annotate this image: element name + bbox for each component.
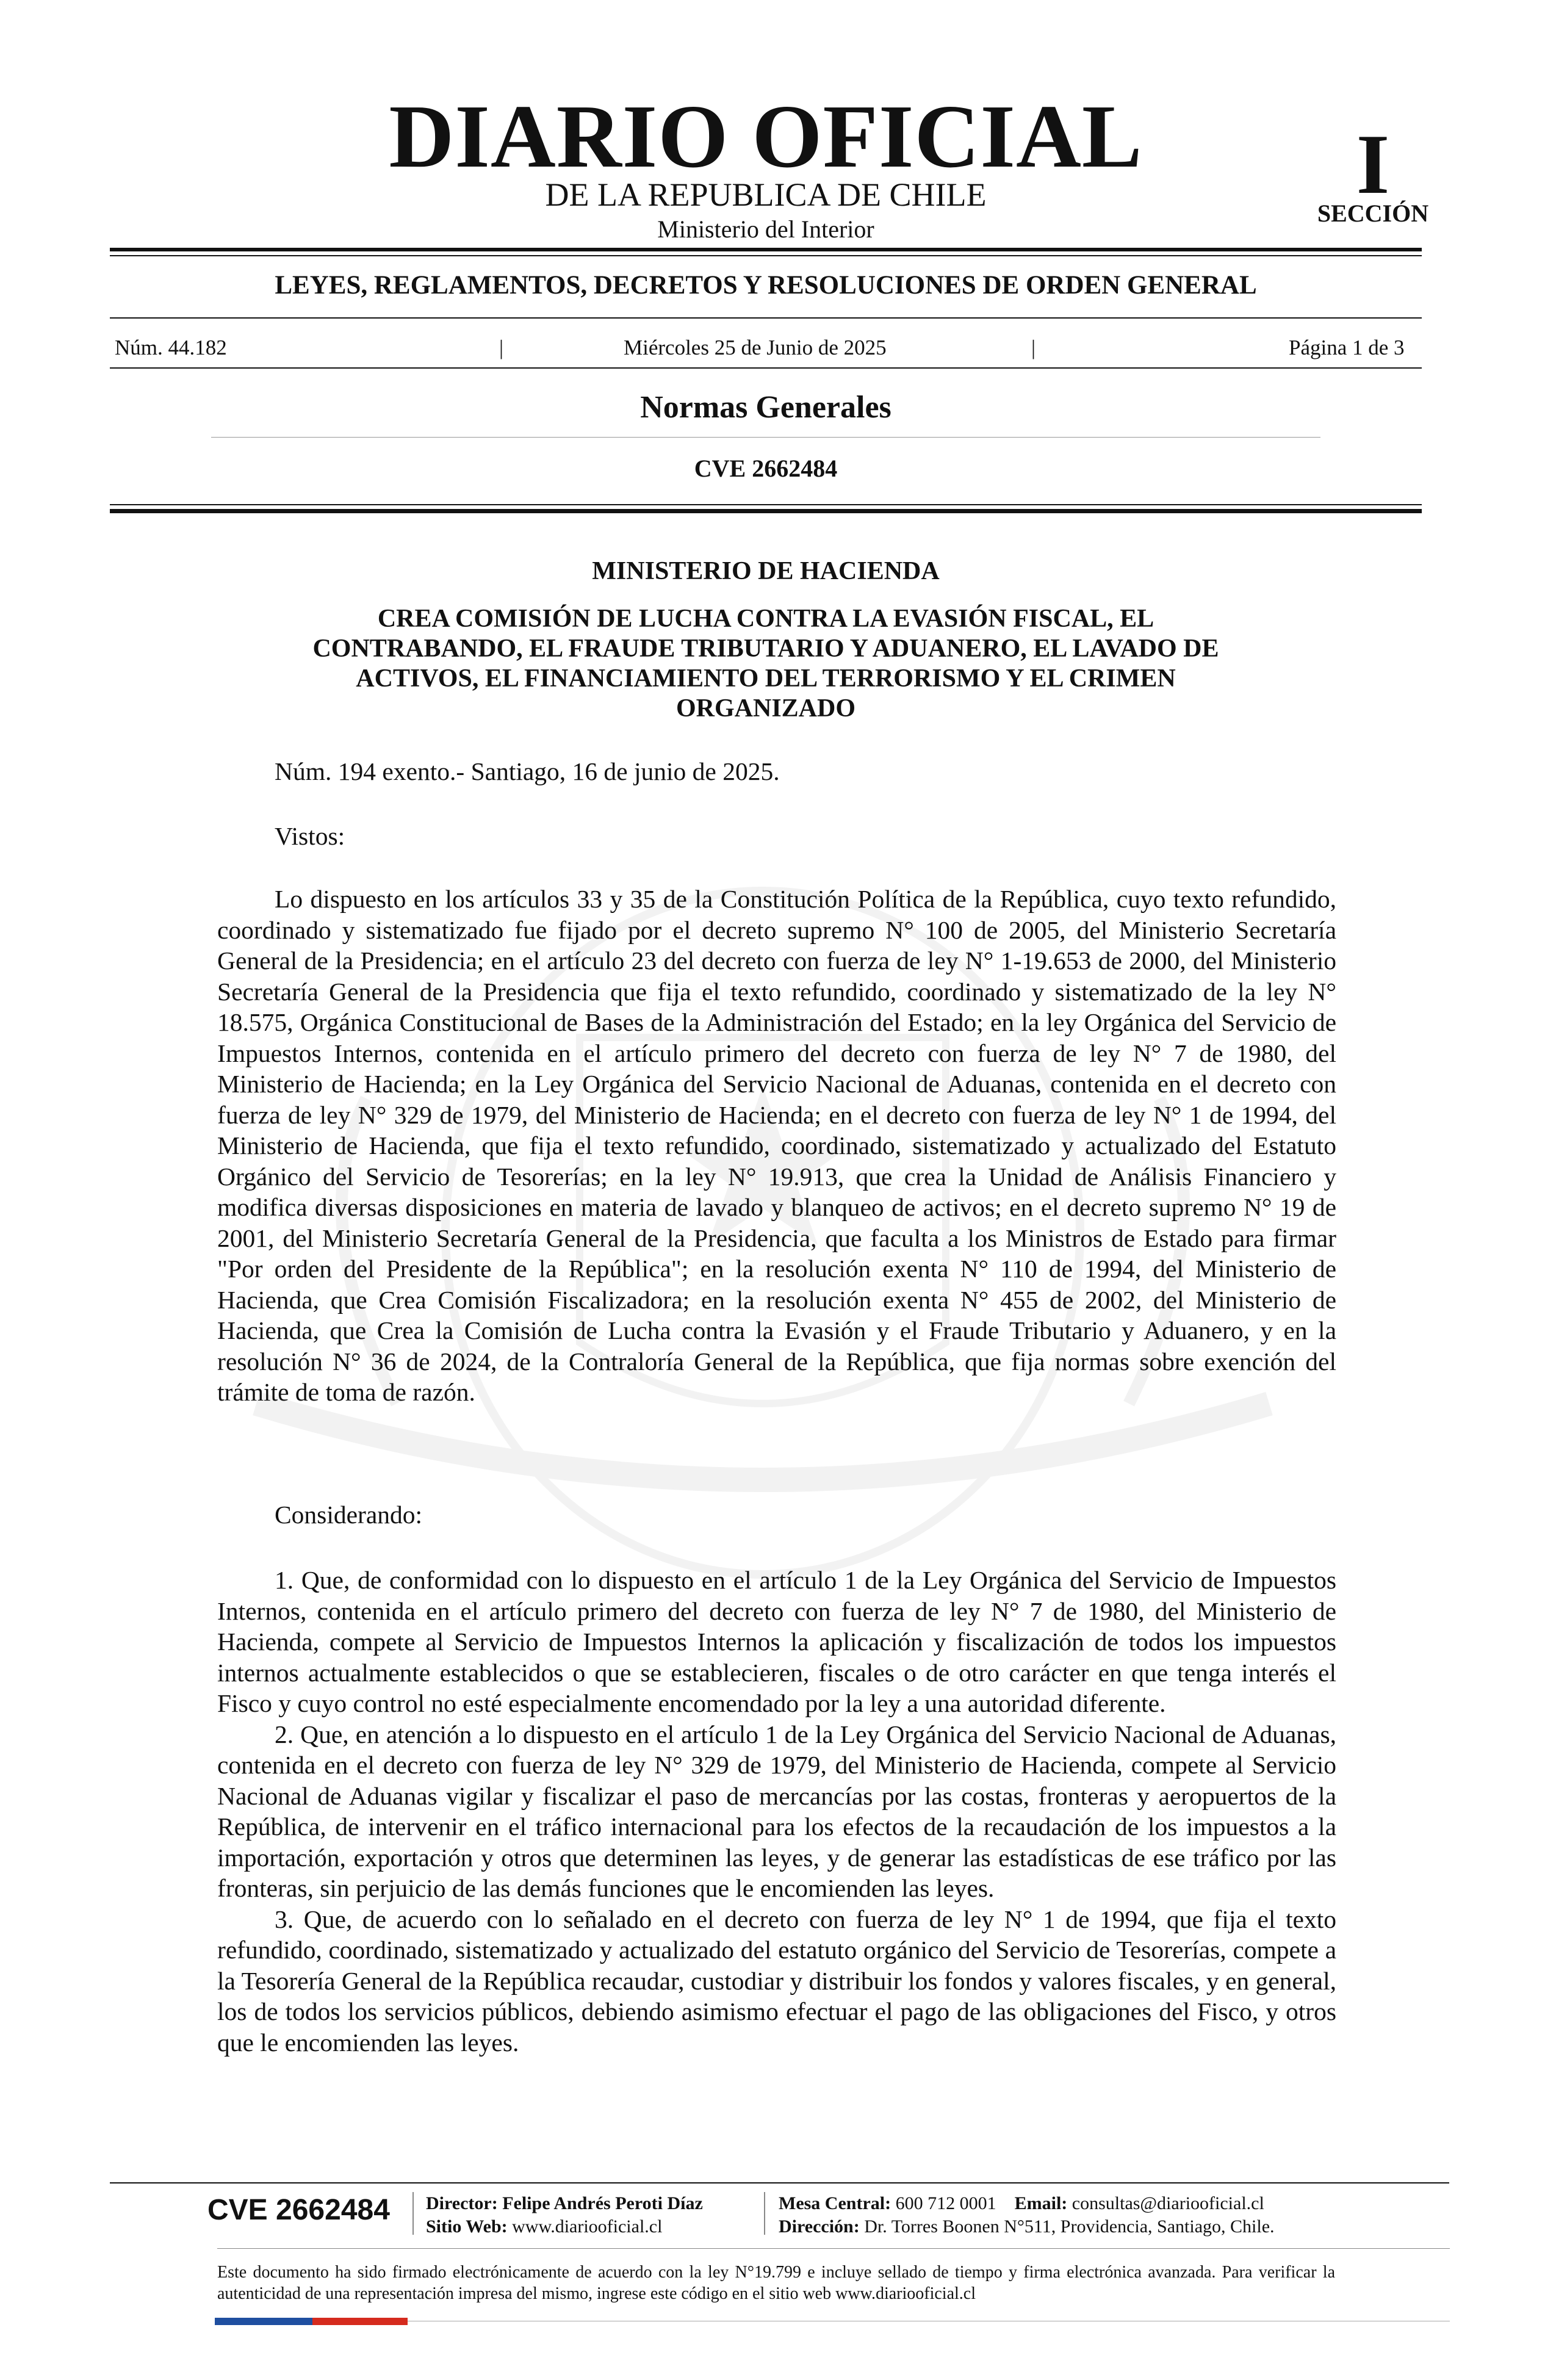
section-title: Normas Generales: [640, 390, 891, 425]
footer-rule-lower: [217, 2248, 1450, 2249]
vistos-label: Vistos:: [275, 822, 345, 850]
issue-page: Página 1 de 3: [1289, 336, 1405, 359]
address-label: Dirección:: [779, 2216, 860, 2237]
section-label: SECCIÓN: [1317, 200, 1429, 227]
footer-contact-column: [779, 2192, 1275, 2238]
banner-rule: [110, 317, 1422, 319]
decree-title-line: ACTIVOS, EL FINANCIAMIENTO DEL TERRORISMO Y EL CRIMEN: [356, 665, 1176, 693]
decree-title-line: CONTRABANDO, EL FRAUDE TRIBUTARIO Y ADUANERO, EL LAVADO DE: [312, 635, 1219, 663]
decree-title-line: ORGANIZADO: [675, 694, 856, 723]
masthead-ministry: Ministerio del Interior: [657, 215, 874, 243]
site-link[interactable]: www.diariooficial.cl: [512, 2216, 663, 2237]
masthead-title: DIARIO OFICIAL: [389, 87, 1143, 187]
section-title-rule: [211, 437, 1320, 438]
masthead-subtitle: DE LA REPUBLICA DE CHILE: [545, 176, 987, 213]
issue-number: Núm. 44.182: [115, 336, 227, 359]
footer-director-column: [426, 2192, 703, 2238]
info-rule: [110, 367, 1422, 369]
email-label: Email:: [1014, 2193, 1068, 2213]
vistos-text-block: [217, 884, 1336, 1408]
email-link[interactable]: consultas@diariooficial.cl: [1072, 2193, 1264, 2213]
footer-disclaimer: Este documento ha sido firmado electrónicamente de acuerdo con la ley N°19.799 e incluye sellado de tiempo y firma electrónica avanzada. Para verificar la autenticidad de una representación impresa del mismo, ingrese este código en el sitio web www.diariooficial.cl: [217, 2263, 1335, 2303]
director-name: Felipe Andrés Peroti Díaz: [502, 2193, 703, 2213]
decree-number: Núm. 194 exento.- Santiago, 16 de junio de 2025.: [275, 757, 780, 785]
vistos-paragraph: Lo dispuesto en los artículos 33 y 35 de la Constitución Política de la República, cuyo texto refundido, coordinado y sistematizado fue fijado por el decreto supremo N° 100 de 2005, del Ministerio Secretaría General de la Presidencia; en el artículo 23 del decreto con fuerza de ley N° 1-19.653 de 2000, del Ministerio Secretaría General de la Presidencia que fija el texto refundido, coordinado y sistematizado de la ley N° 18.575, Orgánica Constitucional de Bases de la Administración del Estado; en la ley Orgánica del Servicio de Impuestos Internos, contenida en el artículo primero del decreto con fuerza de ley N° 7 de 1980, del Ministerio de Hacienda; en la Ley Orgánica del Servicio Nacional de Aduanas, contenida en el decreto con fuerza de ley N° 329 de 1979, del Ministerio de Hacienda; en el decreto con fuerza de ley N° 1 de 1994, del Ministerio de Hacienda, que fija el texto refundido, coordinado, sistematizado y actualizado del Estatuto Orgánico del Servicio de Tesorerías; en la ley N° 19.913, que crea la Unidad de Análisis Financiero y modifica diversas disposiciones en materia de lavado y blanqueo de activos; en el decreto supremo N° 19 de 2001, del Ministerio Secretaría General de la Presidencia, que faculta a los Ministros de Estado para firmar "Por orden del Presidente de la República"; en la resolución exenta N° 110 de 1994, del Ministerio de Hacienda, que Crea Comisión Fiscalizadora; en la resolución exenta N° 455 de 2002, del Ministerio de Hacienda, que Crea la Comisión de Lucha contra la Evasión y el Fraude Tributario y Aduanero, y en la resolución N° 36 de 2024, de la Contraloría General de la República, que fija normas sobre exención del trámite de toma de razón.: [217, 885, 1336, 1406]
footer-rule: [110, 2182, 1449, 2183]
info-separator: |: [499, 336, 504, 359]
phone-number: 600 712 0001: [895, 2193, 996, 2213]
phone-label: Mesa Central:: [779, 2193, 891, 2213]
flag-stripe-blue: [215, 2318, 312, 2325]
footer-divider: [412, 2192, 414, 2235]
masthead-rule-thick: [110, 248, 1422, 251]
issue-date: Miércoles 25 de Junio de 2025: [624, 336, 887, 359]
cve-code: CVE 2662484: [694, 455, 838, 482]
considerando-paragraph: 2. Que, en atención a lo dispuesto en el artículo 1 de la Ley Orgánica del Servicio Nacional de Aduanas, contenida en el decreto con fuerza de ley N° 329 de 1979, del Ministerio de Hacienda, compete al Servicio Nacional de Aduanas vigilar y fiscalizar el paso de mercancías por las costas, fronteras y aeropuertos de la República, de intervenir en el tráfico internacional para los efectos de la recaudación de los impuestos a la importación, exportación y otros que determinen las leyes, y de generar las estadísticas de ese tráfico por las fronteras, sin perjuicio de las demás funciones que le encomienden las leyes.: [217, 1720, 1336, 1902]
section-number: I: [1356, 117, 1390, 212]
info-separator: |: [1031, 336, 1036, 359]
site-label: Sitio Web:: [426, 2216, 508, 2237]
decree-title-line: CREA COMISIÓN DE LUCHA CONTRA LA EVASIÓN FISCAL, EL: [377, 605, 1154, 633]
header-rule-thin: [110, 504, 1422, 505]
header-rule-thick: [110, 509, 1422, 513]
flag-stripe-red: [312, 2318, 408, 2325]
ministry-heading: MINISTERIO DE HACIENDA: [592, 557, 940, 585]
masthead-rule-thin: [110, 255, 1422, 256]
director-label: Director:: [426, 2193, 498, 2213]
considerando-paragraph: 1. Que, de conformidad con lo dispuesto en el artículo 1 de la Ley Orgánica del Servicio de Impuestos Internos, contenida en el artículo primero del decreto con fuerza de ley N° 7 de 1980, del Ministerio de Hacienda, compete al Servicio de Impuestos Internos la aplicación y fiscalización de todos los impuestos internos actualmente establecidos o que se establecieren, fiscales o de otro carácter en que tenga interés el Fisco y cuyo control no esté especialmente encomendado por la ley a una autoridad diferente.: [217, 1566, 1336, 1717]
banner: LEYES, REGLAMENTOS, DECRETOS Y RESOLUCIONES DE ORDEN GENERAL: [275, 271, 1257, 300]
considerandos-block: [217, 1565, 1336, 2058]
address-text: Dr. Torres Boonen N°511, Providencia, Santiago, Chile.: [864, 2216, 1275, 2237]
considerando-label: Considerando:: [275, 1501, 423, 1529]
considerando-paragraph: 3. Que, de acuerdo con lo señalado en el decreto con fuerza de ley N° 1 de 1994, que fija el texto refundido, coordinado, sistematizado y actualizado del estatuto orgánico del Servicio de Tesorerías, compete a la Tesorería General de la República recaudar, custodiar y distribuir los fondos y valores fiscales, y en general, los de todos los servicios públicos, debiendo asimismo efectuar el pago de las obligaciones del Fisco, y otros que le encomienden las leyes.: [217, 1905, 1336, 2057]
footer-cve-code: CVE 2662484: [207, 2194, 390, 2226]
footer-divider: [764, 2192, 765, 2235]
